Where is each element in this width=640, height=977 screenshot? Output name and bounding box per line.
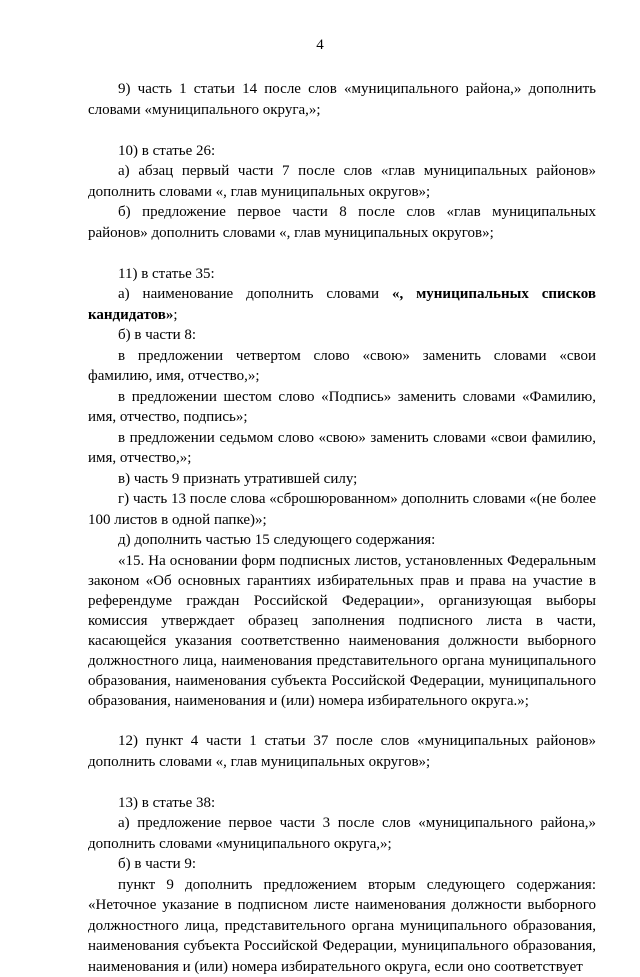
paragraph: «15. На основании форм подписных листов, установленных Федеральным законом «Об основных гарантиях избирательных прав и права на участие в референдуме граждан Российской Федерации», организующая выборы комиссия утверждает образец заполнения подписного листа в части, касающейся указания соответственно наименования должности выборного должностного лица, наименования представительного органа муниципального образования, наименования субъекта Российской Федерации, муниципального образования, наименования и (или) номера избирательного округа.»; bbox=[88, 551, 596, 711]
paragraph bbox=[88, 284, 596, 325]
paragraph-text: ; bbox=[173, 307, 177, 323]
paragraph: пункт 9 дополнить предложением вторым следующего содержания: «Неточное указание в подписном листе наименования должности выборного должностного лица, представительного органа муниципального образования, наименования субъекта Российской Федерации, муниципального образования, наименования и (или) номера избирательного округа, если оно соответствует bbox=[88, 875, 596, 977]
paragraph: 9) часть 1 статьи 14 после слов «муниципального района,» дополнить словами «муниципального округа,»; bbox=[88, 79, 596, 120]
paragraph: в предложении шестом слово «Подпись» заменить словами «Фамилию, имя, отчество, подпись»; bbox=[88, 387, 596, 428]
document-body bbox=[88, 79, 596, 977]
paragraph: г) часть 13 после слова «сброшюрованном» дополнить словами «(не более 100 листов в одной папке)»; bbox=[88, 489, 596, 530]
paragraph: б) в части 8: bbox=[88, 325, 596, 346]
paragraph: д) дополнить частью 15 следующего содержания: bbox=[88, 530, 596, 551]
paragraph: 12) пункт 4 части 1 статьи 37 после слов «муниципальных районов» дополнить словами «, глав муниципальных округов»; bbox=[88, 731, 596, 772]
paragraph: а) абзац первый части 7 после слов «глав муниципальных районов» дополнить словами «, глав муниципальных округов»; bbox=[88, 161, 596, 202]
paragraph-text: а) наименование дополнить словами bbox=[118, 286, 392, 302]
paragraph: б) предложение первое части 8 после слов «глав муниципальных районов» дополнить словами «, глав муниципальных округов»; bbox=[88, 202, 596, 243]
paragraph: 13) в статье 38: bbox=[88, 793, 596, 814]
paragraph: 10) в статье 26: bbox=[88, 141, 596, 162]
paragraph: в предложении четвертом слово «свою» заменить словами «свои фамилию, имя, отчество,»; bbox=[88, 346, 596, 387]
paragraph: в предложении седьмом слово «свою» заменить словами «свои фамилию, имя, отчество,»; bbox=[88, 428, 596, 469]
paragraph: 11) в статье 35: bbox=[88, 264, 596, 285]
paragraph: в) часть 9 признать утратившей силу; bbox=[88, 469, 596, 490]
bold-phrase: «, муниципальных списков кандидатов» bbox=[88, 286, 596, 323]
paragraph: б) в части 9: bbox=[88, 854, 596, 875]
page-number: 4 bbox=[0, 36, 640, 55]
paragraph: а) предложение первое части 3 после слов «муниципального района,» дополнить словами «муниципального округа,»; bbox=[88, 813, 596, 854]
